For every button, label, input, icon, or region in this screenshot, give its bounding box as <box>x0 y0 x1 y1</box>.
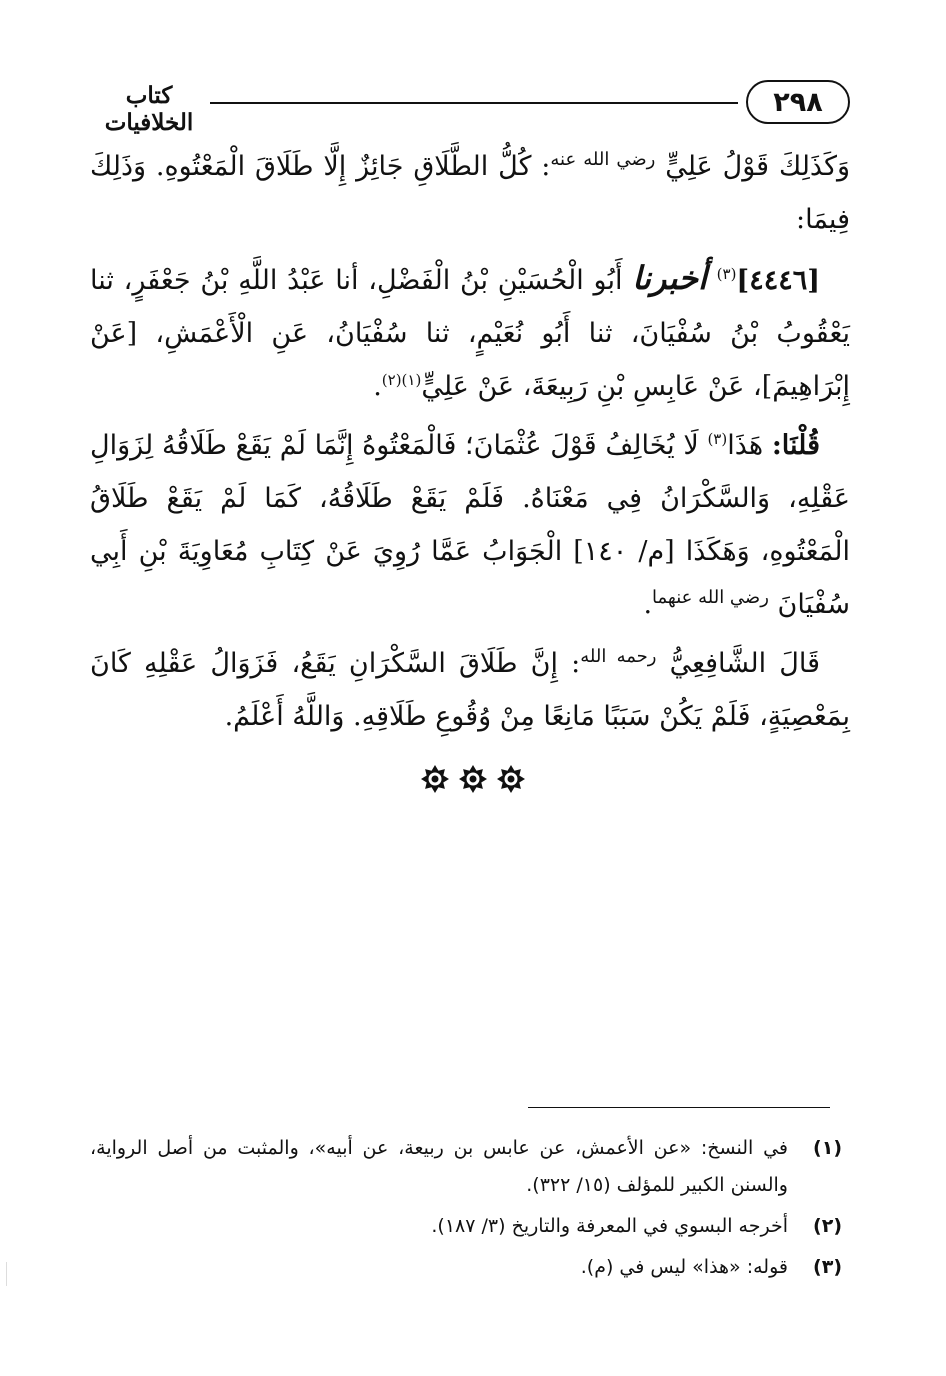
footnote-number: (٢) <box>813 1215 842 1237</box>
flower-ornament-icon <box>458 764 488 794</box>
footnote-rule <box>528 1107 830 1108</box>
text-segment: وَكَذَلِكَ قَوْلُ عَلِيٍّ <box>665 151 850 182</box>
text-segment: لَا يُخَالِفُ قَوْلَ عُثْمَانَ؛ فَالْمَعْتُوهُ إِنَّمَا لَمْ يَقَعْ طَلَاقُهُ لِزَوَالِ عَقْلِهِ، وَالسَّكْرَانُ فِي مَعْنَاهُ. فَلَمْ يَقَعْ طَلَاقُهُ، كَمَا لَمْ يَقَعْ طَلَاقُ الْمَعْتُوهِ، وَهَكَذَا [م/ ١٤٠] الْجَوَابُ عَمَّا رُوِيَ عَنْ كِتَابِ مُعَاوِيَةَ بْنِ أَبِي سُفْيَانَ <box>90 430 850 620</box>
paragraph-intro <box>90 140 850 246</box>
footnote-text: قوله: «هذا» ليس في (م). <box>580 1256 788 1278</box>
footnote-ref: (١)(٢) <box>381 371 422 389</box>
akhbarana-keyword: أخبرنا <box>632 259 707 297</box>
qulna-keyword: قُلْنَا: <box>771 430 820 461</box>
page-header <box>90 80 850 136</box>
paragraph-hadith <box>90 252 850 413</box>
text-segment: هَذَا <box>727 430 764 461</box>
footnote-ref: (٣) <box>716 265 737 283</box>
honorific-mark: رحمه الله <box>580 646 657 667</box>
header-rule <box>210 102 738 104</box>
footnote-number: (٣) <box>813 1256 842 1278</box>
text-segment: . <box>373 371 382 402</box>
scan-mark <box>6 1262 7 1286</box>
paragraph-shafii <box>90 637 850 743</box>
text-segment: : كُلُّ الطَّلَاقِ جَائِزٌ إِلَّا طَلَاقَ الْمَعْتُوهِ. وَذَلِكَ فِيمَا: <box>90 151 850 235</box>
footnote-item <box>90 1130 842 1204</box>
flower-ornament-icon <box>420 764 450 794</box>
text-segment: : إِنَّ طَلَاقَ السَّكْرَانِ يَقَعُ، فَزَوَالُ عَقْلِهِ كَانَ بِمَعْصِيَةٍ، فَلَمْ يَكُنْ سَبَبًا مَانِعًا مِنْ وُقُوعِ طَلَاقِهِ. وَاللَّهُ أَعْلَمُ. <box>90 648 850 732</box>
footnote-ref: (٣) <box>707 430 728 448</box>
footnote-item <box>90 1208 842 1245</box>
isnad-text: أَبُو الْحُسَيْنِ بْنُ الْفَضْلِ، أنا عَبْدُ اللَّهِ بْنُ جَعْفَرٍ، ثنا يَعْقُوبُ بْنُ سُفْيَانَ، ثنا أَبُو نُعَيْمٍ، ثنا سُفْيَانُ، عَنِ الْأَعْمَشِ، [عَنْ إِبْرَاهِيمَ]، عَنْ عَابِسِ بْنِ رَبِيعَةَ، عَنْ عَلِيٍّ <box>90 265 850 402</box>
text-segment: قَالَ الشَّافِعِيُّ <box>669 648 820 679</box>
book-title: كتاب الخلافيات <box>104 82 194 136</box>
footnote-number: (١) <box>813 1137 842 1159</box>
hadith-number: [٤٤٤٦] <box>736 265 820 296</box>
honorific-mark: رضي الله عنهما <box>652 587 769 608</box>
footnote-text: أخرجه البسوي في المعرفة والتاريخ (٣/ ١٨٧). <box>431 1215 788 1237</box>
flower-ornament-icon <box>496 764 526 794</box>
footnote-text: في النسخ: «عن الأعمش، عن عابس بن ربيعة، عن أبيه»، والمثبت من أصل الرواية، والسنن الكبير للمؤلف (١٥/ ٣٢٢). <box>90 1137 788 1196</box>
text-segment: . <box>643 589 653 620</box>
page-number: ٢٩٨ <box>746 80 850 124</box>
section-ornaments <box>0 764 946 794</box>
paragraph-qulna <box>90 419 850 631</box>
footnotes <box>90 1130 842 1290</box>
main-text <box>90 140 850 749</box>
honorific-mark: رضي الله عنه <box>550 149 656 170</box>
footnote-item <box>90 1249 842 1286</box>
